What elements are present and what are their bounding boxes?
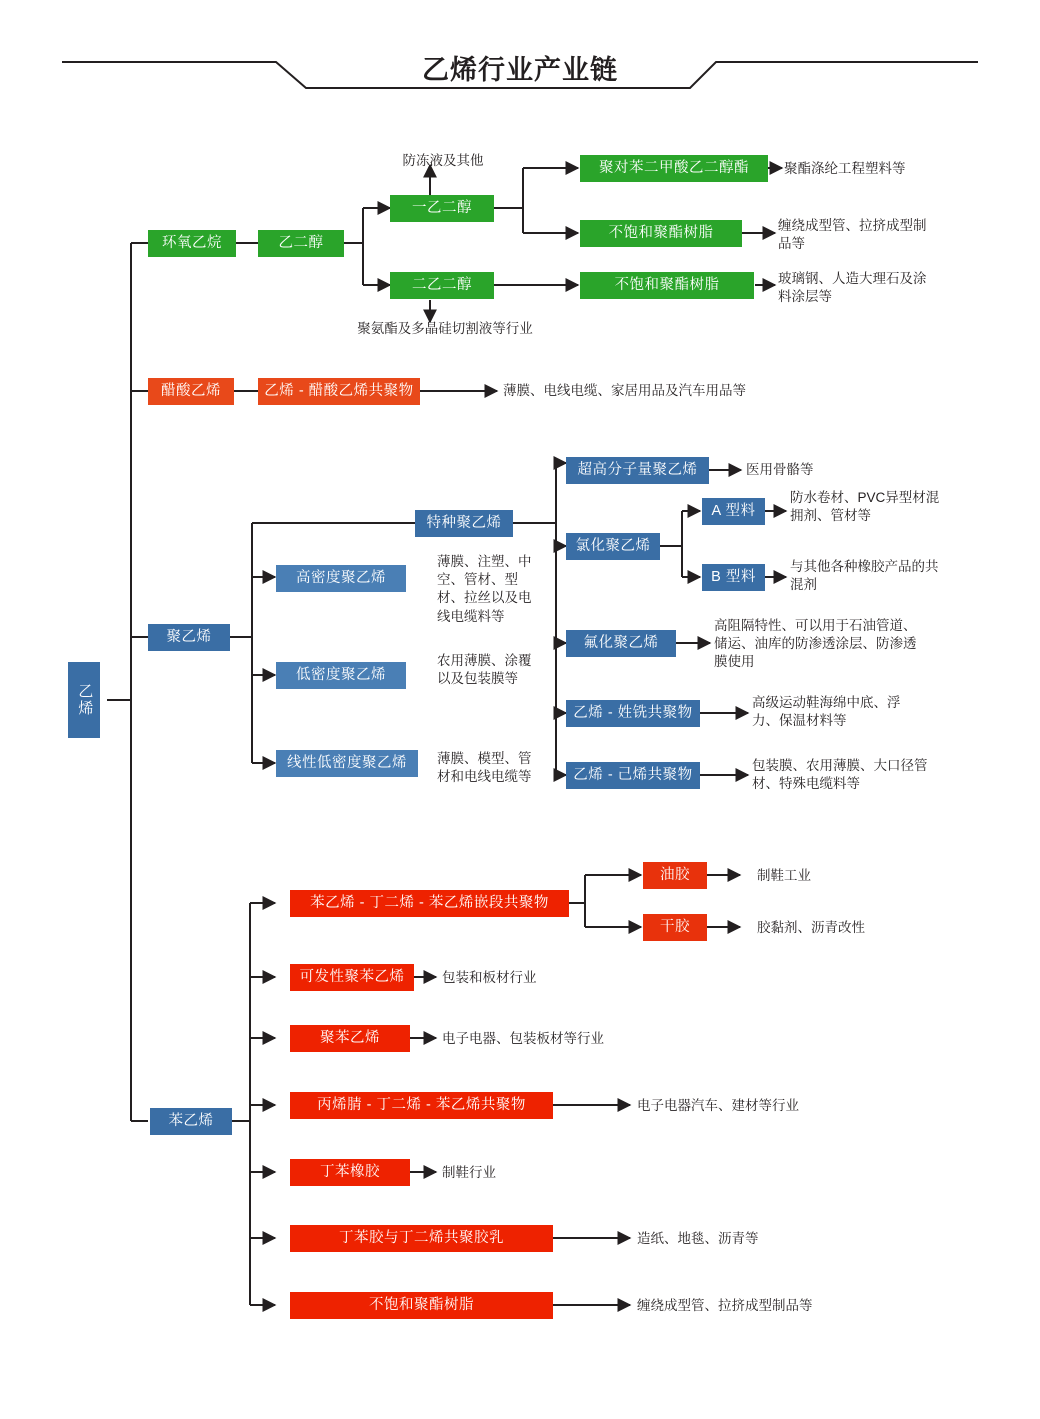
label-dry-glue-use: 胶黏剂、沥青改性 (757, 920, 865, 935)
node-upr-1[interactable]: 不饱和聚酯树脂 (580, 220, 742, 247)
label-ldpe-use: 农用薄膜、涂覆以及包装膜等 (437, 653, 532, 687)
node-sbs[interactable]: 苯乙烯 - 丁二烯 - 苯乙烯嵌段共聚物 (290, 890, 569, 917)
label-upr-styrene-use: 缠绕成型管、拉挤成型制品等 (637, 1298, 813, 1313)
node-lldpe[interactable]: 线性低密度聚乙烯 (276, 750, 418, 777)
node-abs[interactable]: 丙烯腈 - 丁二烯 - 苯乙烯共聚物 (290, 1092, 553, 1119)
node-polyethylene[interactable]: 聚乙烯 (148, 624, 230, 651)
label-oil-glue-use: 制鞋工业 (757, 868, 811, 883)
label-upr-2-use: 玻璃钢、人造大理石及涂料涂层等 (778, 271, 927, 305)
node-hdpe[interactable]: 高密度聚乙烯 (276, 565, 406, 592)
label-eps-use: 包装和板材行业 (442, 970, 537, 985)
label-type-b-use: 与其他各种橡胶产品的共混剂 (790, 559, 939, 593)
label-pet-use: 聚酯涤纶工程塑料等 (784, 161, 906, 176)
node-ethylene-oxide[interactable]: 环氧乙烷 (148, 230, 236, 257)
node-cpe[interactable]: 氯化聚乙烯 (566, 533, 660, 560)
label-sbr-use: 制鞋行业 (442, 1165, 496, 1180)
label-lldpe-use: 薄膜、模型、管材和电线电缆等 (437, 751, 532, 785)
label-abs-use: 电子电器汽车、建材等行业 (637, 1098, 799, 1113)
node-ethylene-hexene-copolymer[interactable]: 乙烯 - 己烯共聚物 (566, 762, 700, 789)
node-upr-styrene[interactable]: 不饱和聚酯树脂 (290, 1292, 553, 1319)
label-hexene-use: 包装膜、农用薄膜、大口径管材、特殊电缆料等 (752, 758, 928, 792)
node-upr-2[interactable]: 不饱和聚酯树脂 (580, 272, 754, 299)
label-uhmwpe-use: 医用骨骼等 (746, 462, 814, 477)
node-fpe[interactable]: 氟化聚乙烯 (566, 630, 676, 657)
node-ldpe[interactable]: 低密度聚乙烯 (276, 662, 406, 689)
label-hdpe-use: 薄膜、注塑、中空、管材、型材、拉丝以及电线电缆料等 (437, 554, 532, 624)
node-type-a[interactable]: A 型料 (702, 498, 765, 525)
label-type-a-use: 防水卷材、PVC异型材混拥剂、管材等 (790, 490, 940, 524)
node-oil-glue[interactable]: 油胶 (643, 862, 707, 889)
node-type-b[interactable]: B 型料 (702, 564, 765, 591)
page-title: 乙烯行业产业链 (422, 55, 618, 85)
node-mono-ethylene-glycol[interactable]: 一乙二醇 (390, 195, 494, 222)
node-eps[interactable]: 可发性聚苯乙烯 (290, 964, 414, 991)
label-upr-1-use: 缠绕成型管、拉挤成型制品等 (778, 218, 927, 252)
node-sb-latex[interactable]: 丁苯胶与丁二烯共聚胶乳 (290, 1225, 553, 1252)
label-butene-use: 高级运动鞋海绵中底、浮力、保温材料等 (752, 695, 901, 729)
label-sb-latex-use: 造纸、地毯、沥青等 (637, 1231, 759, 1246)
node-dry-glue[interactable]: 干胶 (643, 914, 707, 941)
node-styrene[interactable]: 苯乙烯 (150, 1108, 232, 1135)
node-uhmwpe[interactable]: 超高分子量聚乙烯 (566, 457, 709, 484)
node-eva-copolymer[interactable]: 乙烯 - 醋酸乙烯共聚物 (258, 378, 420, 405)
node-ethylene-butene-copolymer[interactable]: 乙烯 - 姓铣共聚物 (566, 700, 700, 727)
label-antifreeze: 防冻液及其他 (402, 153, 484, 168)
node-sbr[interactable]: 丁苯橡胶 (290, 1159, 410, 1186)
node-ps[interactable]: 聚苯乙烯 (290, 1025, 410, 1052)
node-special-pe[interactable]: 特种聚乙烯 (415, 510, 513, 537)
label-ps-use: 电子电器、包装板材等行业 (442, 1031, 604, 1046)
node-vinyl-acetate[interactable]: 醋酸乙烯 (148, 378, 234, 405)
node-glycol[interactable]: 乙二醇 (258, 230, 344, 257)
label-fpe-use: 高阻隔特性、可以用于石油管道、储运、油库的防渗透涂层、防渗透膜使用 (714, 618, 917, 670)
node-di-ethylene-glycol[interactable]: 二乙二醇 (390, 272, 494, 299)
label-polyurethane-silicon: 聚氨酯及多晶硅切割液等行业 (357, 321, 533, 336)
label-eva-use: 薄膜、电线电缆、家居用品及汽车用品等 (503, 383, 746, 398)
node-pet[interactable]: 聚对苯二甲酸乙二醇酯 (580, 155, 768, 182)
node-root-ethylene[interactable]: 乙烯 (68, 662, 100, 738)
